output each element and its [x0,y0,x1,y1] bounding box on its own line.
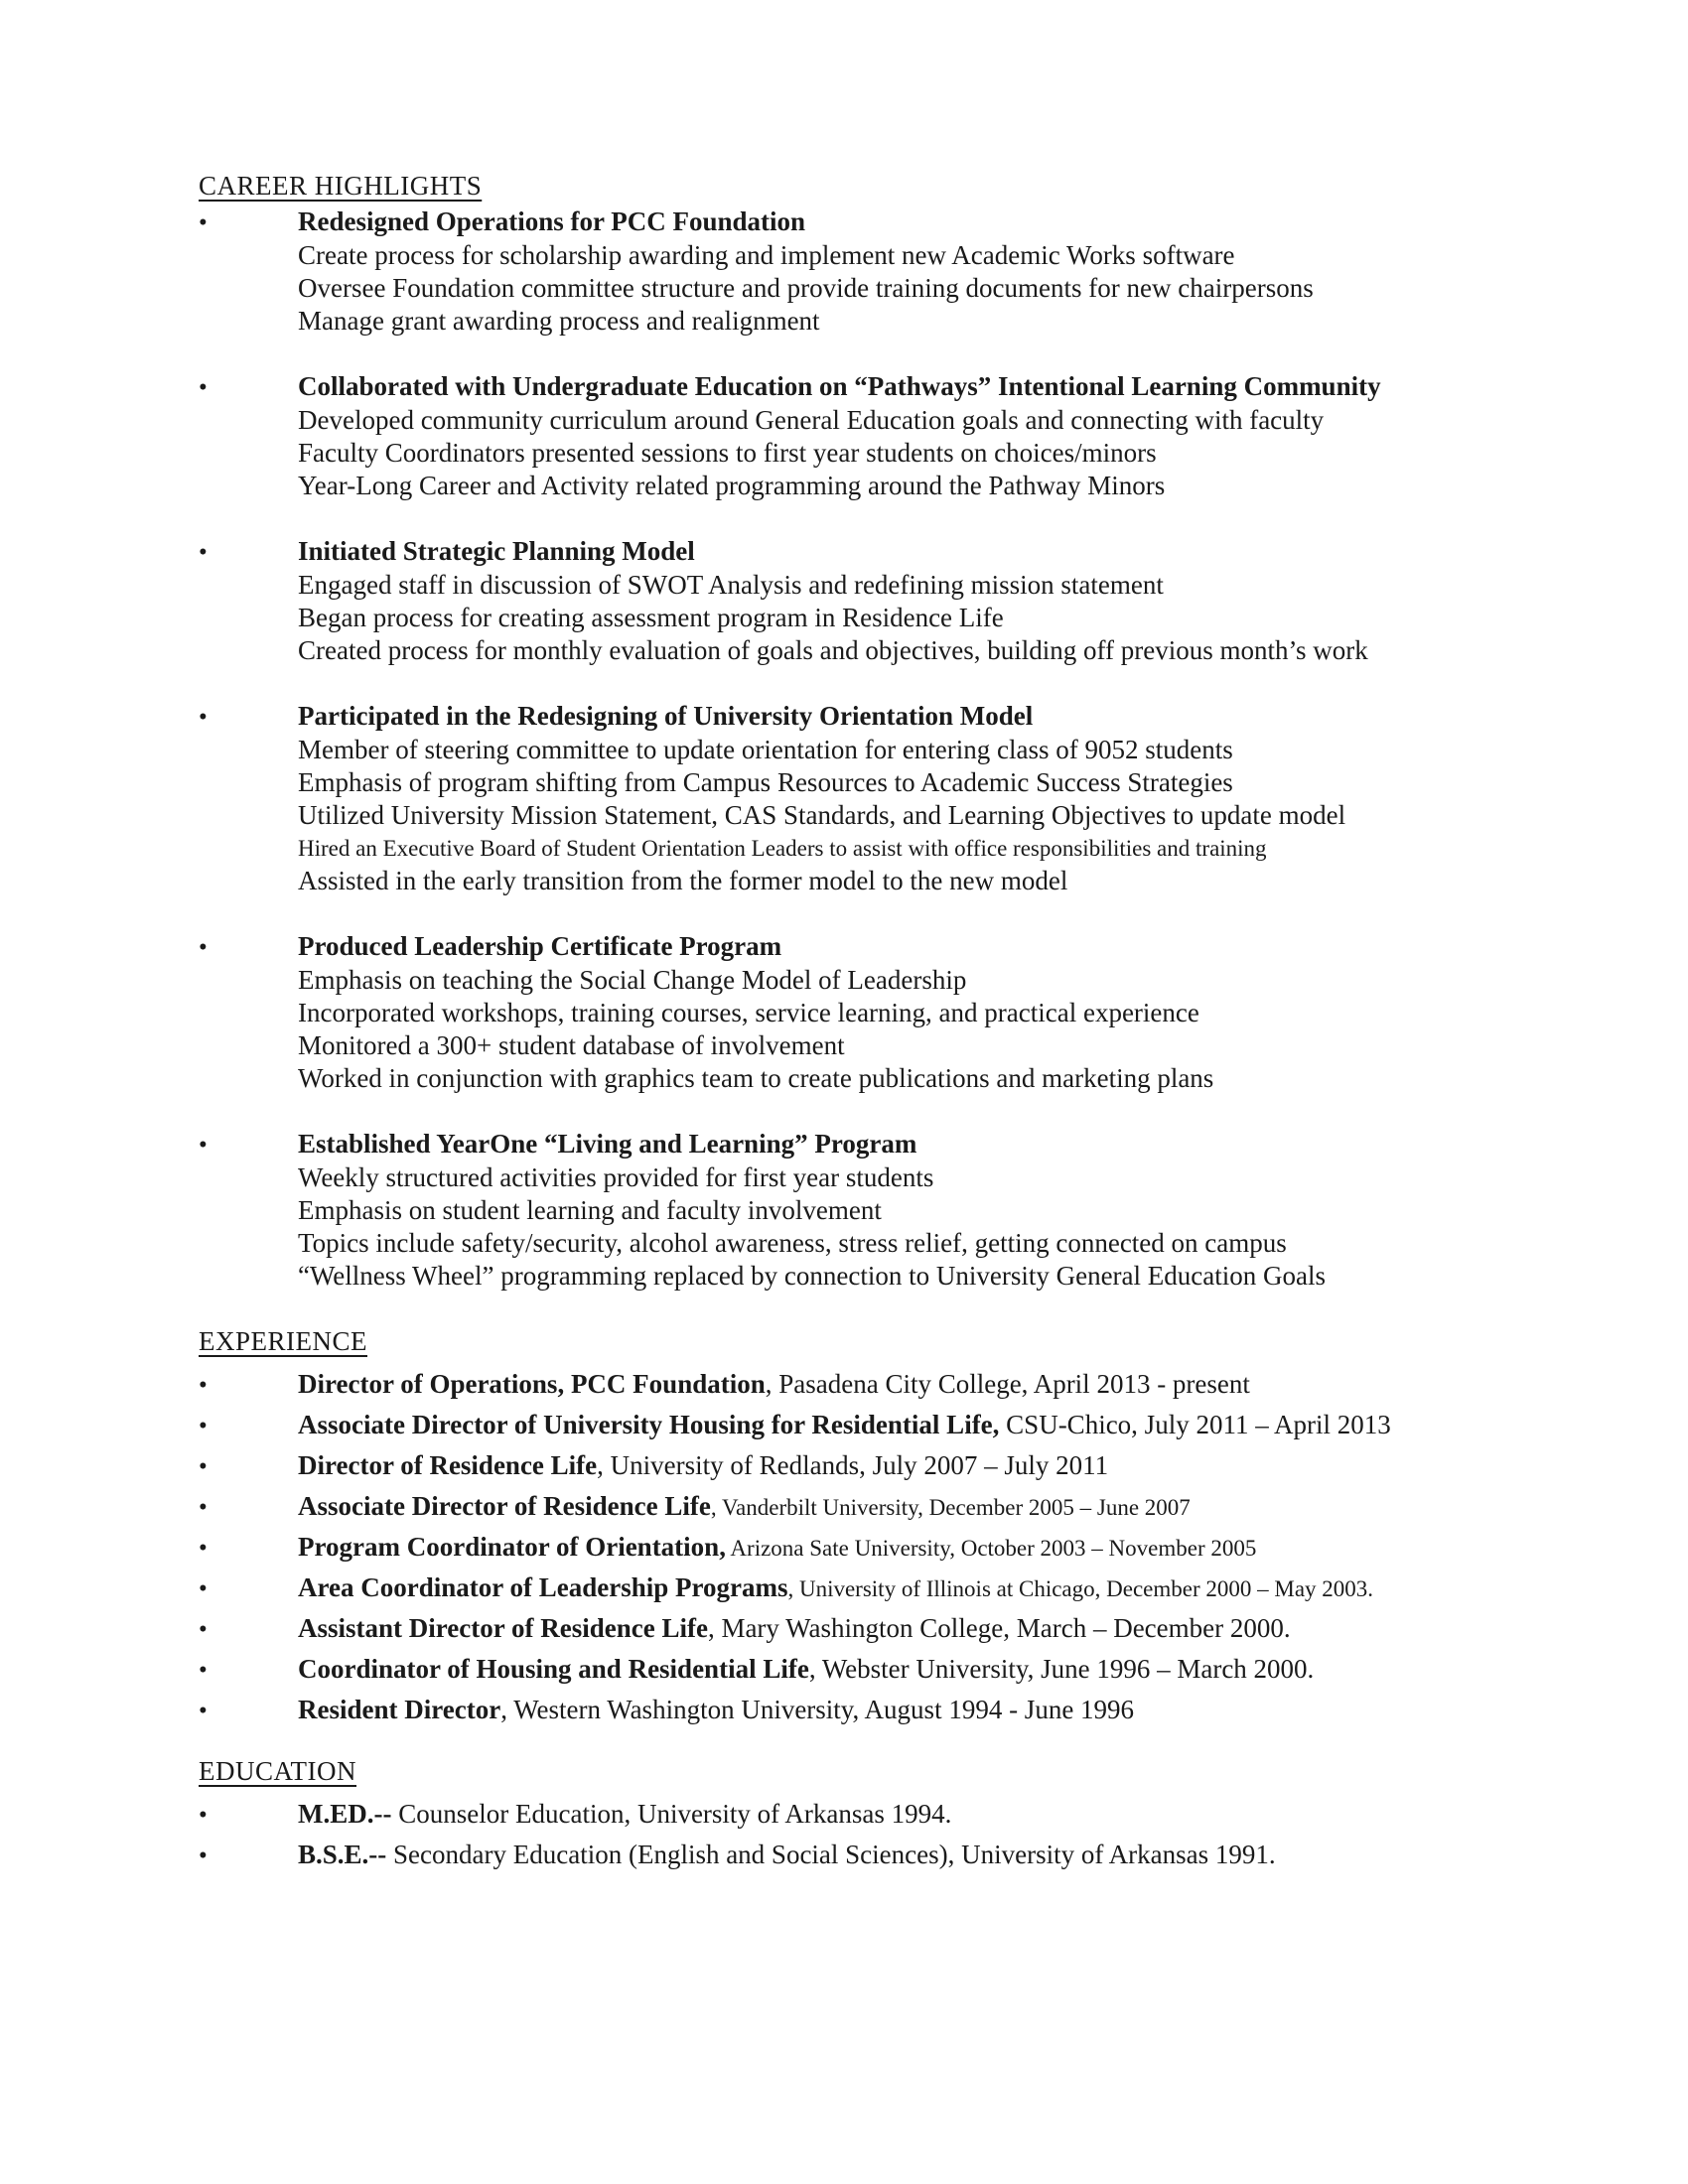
resume-document [199,170,1648,1872]
list-item-title: B.S.E.-- [298,1840,387,1869]
list-item-text [298,1612,1291,1645]
bullet-icon: • [199,1698,208,1724]
highlight-group [199,370,1648,502]
bullet-icon: • [199,1372,208,1399]
list-item-title: Resident Director [298,1695,501,1724]
list-item [199,1798,1648,1832]
list-item [199,1368,1648,1402]
highlight-line: Engaged staff in discussion of SWOT Analysis and redefining mission statement [298,570,1164,600]
list-item-text [298,1571,1373,1605]
bullet-icon: • [199,1453,208,1480]
highlight-line: Member of steering committee to update orientation for entering class of 9052 students [298,735,1233,764]
list-item-title: Assistant Director of Residence Life [298,1613,708,1643]
list-item-title: Associate Director of University Housing for Residential Life, [298,1410,1000,1439]
list-item-text [298,1653,1314,1686]
section-career-highlights [199,170,1648,1293]
bullet-icon: • [199,1657,208,1684]
bullet-icon: • [199,1575,208,1602]
bullet-icon: • [199,1616,208,1643]
list-item-title: Area Coordinator of Leadership Programs [298,1572,788,1602]
highlight-details [298,569,1648,667]
highlight-title: Established YearOne “Living and Learning” Program [298,1129,917,1159]
list-item [199,1490,1648,1524]
list-item-detail: , University of Redlands, July 2007 – July 2011 [597,1450,1109,1480]
bullet-icon: • [199,934,208,961]
highlight-line: Faculty Coordinators presented sessions to first year students on choices/minors [298,438,1157,468]
section-heading: CAREER HIGHLIGHTS [199,171,483,201]
highlight-line: Hired an Executive Board of Student Orientation Leaders to assist with office responsibilities and training [298,836,1267,861]
bullet-icon: • [199,1843,208,1869]
section-heading: EDUCATION [199,1756,356,1786]
list-item-detail: Secondary Education (English and Social Sciences), University of Arkansas 1991. [386,1840,1276,1869]
list-item-detail: , Western Washington University, August 1994 - June 1996 [500,1695,1135,1724]
highlight-group [199,535,1648,667]
list-item-detail: , Pasadena City College, April 2013 - present [765,1369,1250,1399]
list-item [199,1653,1648,1687]
list-item [199,1409,1648,1442]
highlight-title-row [199,205,1648,239]
list-item-detail: , Mary Washington College, March – December 2000. [707,1613,1291,1643]
highlight-line: Topics include safety/security, alcohol awareness, stress relief, getting connected on campus [298,1228,1287,1258]
section-education [199,1755,1648,1872]
list-item-detail: , Vanderbilt University, December 2005 – June 2007 [710,1495,1191,1520]
list-item-detail: Counselor Education, University of Arkansas 1994. [391,1799,952,1829]
highlight-line: Worked in conjunction with graphics team to create publications and marketing plans [298,1063,1214,1093]
bullet-icon: • [199,1494,208,1521]
highlight-line: Weekly structured activities provided for first year students [298,1162,934,1192]
highlight-group [199,700,1648,897]
list-item [199,1449,1648,1483]
list-item-title: Program Coordinator of Orientation, [298,1532,726,1562]
list-item [199,1531,1648,1565]
list-item-detail: CSU-Chico, July 2011 – April 2013 [999,1410,1391,1439]
bullet-icon: • [199,1132,208,1159]
list-item-title: Director of Residence Life [298,1450,598,1480]
bullet-icon: • [199,539,208,566]
highlight-line: Year-Long Career and Activity related programming around the Pathway Minors [298,471,1166,500]
highlight-line: “Wellness Wheel” programming replaced by connection to University General Education Goals [298,1261,1326,1291]
bullet-icon: • [199,704,208,731]
highlight-line: Create process for scholarship awarding and implement new Academic Works software [298,240,1235,270]
list-item-title: M.ED.-- [298,1799,392,1829]
bullet-icon: • [199,374,208,401]
list-item-title: Coordinator of Housing and Residential Life [298,1654,809,1684]
list-item-text [298,1839,1276,1871]
highlight-group [199,1128,1648,1293]
highlight-details [298,734,1648,897]
highlight-line: Emphasis on teaching the Social Change Model of Leadership [298,965,967,995]
list-item [199,1571,1648,1605]
highlight-title-row [199,370,1648,404]
highlight-details [298,404,1648,502]
highlight-line: Began process for creating assessment program in Residence Life [298,603,1004,632]
list-item-text [298,1368,1250,1401]
highlight-line: Manage grant awarding process and realignment [298,306,820,336]
highlight-title-row [199,700,1648,734]
list-item-detail: , Webster University, June 1996 – March 2000. [808,1654,1315,1684]
highlight-group [199,205,1648,338]
section-experience [199,1325,1648,1727]
highlight-line: Incorporated workshops, training courses, service learning, and practical experience [298,998,1199,1027]
highlight-line: Emphasis of program shifting from Campus Resources to Academic Success Strategies [298,767,1233,797]
highlight-title: Participated in the Redesigning of University Orientation Model [298,701,1034,731]
highlight-line: Created process for monthly evaluation of goals and objectives, building off previous month’s work [298,635,1368,665]
list-item-text [298,1449,1108,1482]
section-heading: EXPERIENCE [199,1326,367,1356]
highlight-details [298,239,1648,338]
highlight-line: Utilized University Mission Statement, CAS Standards, and Learning Objectives to update model [298,800,1346,830]
highlight-title: Produced Leadership Certificate Program [298,931,782,961]
highlight-title-row [199,535,1648,569]
list-item-text [298,1798,951,1831]
highlight-line: Monitored a 300+ student database of involvement [298,1030,845,1060]
highlight-title-row [199,1128,1648,1161]
highlight-details [298,1161,1648,1293]
highlight-line: Emphasis on student learning and faculty involvement [298,1195,882,1225]
highlight-title-row [199,930,1648,964]
highlight-title: Redesigned Operations for PCC Foundation [298,206,806,236]
list-item [199,1694,1648,1727]
highlight-details [298,964,1648,1095]
highlight-group [199,930,1648,1095]
bullet-icon: • [199,1535,208,1562]
list-item-text [298,1694,1134,1726]
highlight-title: Initiated Strategic Planning Model [298,536,695,566]
bullet-icon: • [199,1413,208,1439]
list-item-detail: , University of Illinois at Chicago, December 2000 – May 2003. [787,1576,1374,1601]
list-item-text [298,1531,1256,1565]
list-item-title: Director of Operations, PCC Foundation [298,1369,766,1399]
highlight-line: Assisted in the early transition from the former model to the new model [298,866,1068,895]
highlight-line: Oversee Foundation committee structure and provide training documents for new chairpersons [298,273,1314,303]
list-item-text [298,1409,1391,1441]
list-item-detail: Arizona Sate University, October 2003 – November 2005 [725,1536,1257,1561]
highlight-title: Collaborated with Undergraduate Education on “Pathways” Intentional Learning Community [298,371,1381,401]
bullet-icon: • [199,1802,208,1829]
list-item [199,1839,1648,1872]
bullet-icon: • [199,209,208,236]
list-item-text [298,1490,1191,1524]
highlight-line: Developed community curriculum around General Education goals and connecting with faculty [298,405,1325,435]
list-item-title: Associate Director of Residence Life [298,1491,711,1521]
list-item [199,1612,1648,1646]
